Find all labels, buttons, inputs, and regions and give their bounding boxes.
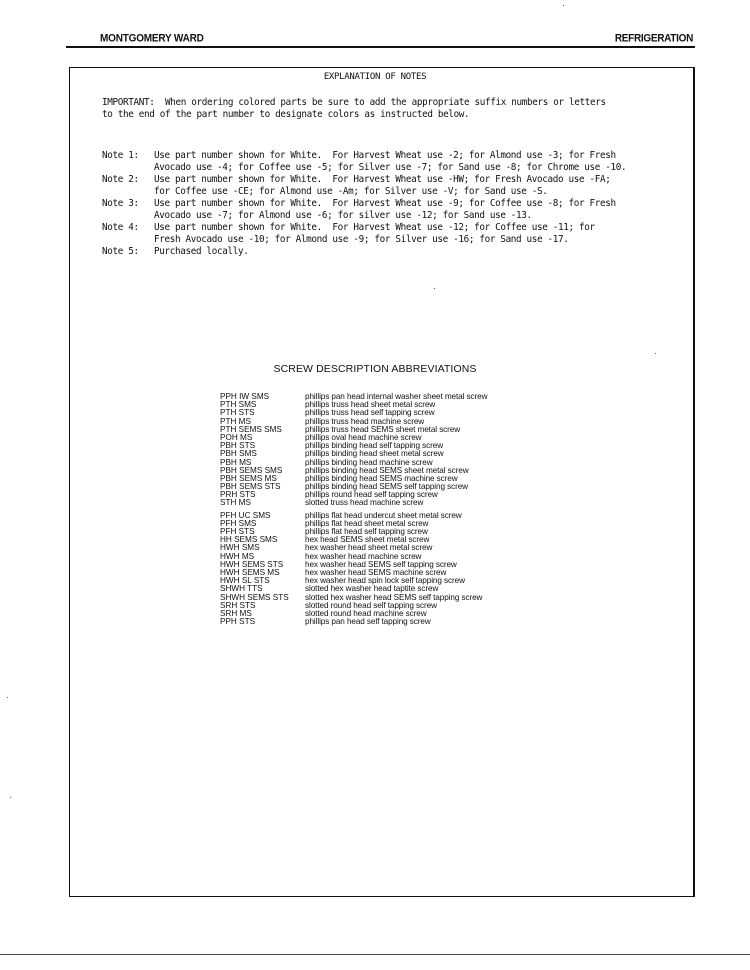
abbreviation-description: hex head SEMS sheet metal screw <box>305 535 430 545</box>
abbreviation-code: PRH STS <box>220 490 256 500</box>
abbreviation-code: PFH STS <box>220 527 255 536</box>
abbreviation-code: PBH SEMS MS <box>220 473 277 483</box>
note-text: Use part number shown for White. For Harvest Wheat use -HW; for Fresh Avocado use -FA; for Coffee use -CE; for Almond use -Am; for Silver use -V; for Sand use -S. <box>154 174 611 197</box>
abbreviation-code: HWH SEMS STS <box>220 559 284 569</box>
abbreviation-code: PBH MS <box>220 457 252 467</box>
abbreviation-description: slotted hex washer head taptite screw <box>305 584 439 594</box>
scan-speck <box>7 697 8 698</box>
scan-speck <box>655 353 656 354</box>
note-label: Note 5: <box>102 246 139 257</box>
abbreviation-code: PBH STS <box>220 441 256 451</box>
abbreviation-description: hex washer head SEMS self tapping screw <box>305 559 457 569</box>
abbreviation-description: phillips binding head sheet metal screw <box>305 449 444 459</box>
abbreviation-code: SRH STS <box>220 600 256 610</box>
abbreviation-row <box>220 499 487 507</box>
abbreviation-description: phillips binding head SEMS self tapping screw <box>305 482 468 492</box>
scan-speck <box>10 797 11 798</box>
abbreviation-code: PPH IW SMS <box>220 392 270 401</box>
abbreviation-description: hex washer head machine screw <box>305 551 422 561</box>
abbreviations-table <box>220 393 487 626</box>
note-text: Use part number shown for White. For Harvest Wheat use -12; for Coffee use -11; for Fresh Avocado use -10; for Almond use -9; for Silver use -16; for Sand use -17. <box>154 222 595 245</box>
abbreviation-code: HWH SMS <box>220 543 260 553</box>
note-label: Note 3: <box>102 198 139 209</box>
notes-list <box>102 150 702 258</box>
abbreviation-description: phillips truss head sheet metal screw <box>305 400 436 410</box>
abbreviation-description: slotted truss head machine screw <box>305 498 424 508</box>
note-3 <box>102 198 702 222</box>
abbreviation-description: hex washer head sheet metal screw <box>305 543 433 553</box>
notes-title: EXPLANATION OF NOTES <box>323 72 427 82</box>
abbreviations-title: SCREW DESCRIPTION ABBREVIATIONS <box>273 363 477 375</box>
abbreviation-code: POH MS <box>220 432 253 442</box>
note-label: Note 2: <box>102 174 139 185</box>
abbreviation-code: HWH SEMS MS <box>220 567 280 577</box>
important-paragraph: IMPORTANT: When ordering colored parts be sure to add the appropriate suffix numbers or letters to the end of the part number to designate colors as instructed below. <box>102 97 606 120</box>
abbreviation-code: PPH STS <box>220 617 256 627</box>
abbreviation-code: SRH MS <box>220 608 252 618</box>
abbreviation-description: slotted round head machine screw <box>305 608 427 618</box>
abbreviation-code: HWH SL STS <box>220 576 270 586</box>
abbreviation-description: phillips binding head SEMS machine screw <box>305 473 458 483</box>
abbreviation-code: PBH SEMS STS <box>220 482 281 492</box>
abbreviation-description: phillips oval head machine screw <box>305 432 422 442</box>
abbreviation-description: phillips truss head machine screw <box>305 416 425 426</box>
abbreviation-code: PBH SMS <box>220 449 257 459</box>
note-text: Use part number shown for White. For Harvest Wheat use -2; for Almond use -3; for Fresh Avocado use -4; for Coffee use -5; for Silver use -7; for Sand use -8; for Chrome use -10. <box>154 150 627 173</box>
abbreviation-code: PTH STS <box>220 408 255 418</box>
abbreviation-description: phillips flat head sheet metal screw <box>305 518 429 528</box>
abbreviation-description: phillips pan head self tapping screw <box>305 617 431 627</box>
header-left: MONTGOMERY WARD <box>100 32 204 45</box>
abbreviation-description: phillips binding head machine screw <box>305 457 433 467</box>
abbreviation-code: SHWH SEMS STS <box>220 592 289 602</box>
note-5 <box>102 246 702 258</box>
note-4 <box>102 222 702 246</box>
abbreviation-description: phillips round head self tapping screw <box>305 490 438 500</box>
abbreviation-code: PTH MS <box>220 416 251 426</box>
note-text: Purchased locally. <box>154 246 249 257</box>
abbreviation-code: HH SEMS SMS <box>220 535 278 545</box>
abbreviation-code: STH MS <box>220 498 251 508</box>
abbreviation-description: phillips pan head internal washer sheet metal screw <box>305 392 488 401</box>
header-rule <box>66 46 695 48</box>
abbreviation-code: PTH SEMS SMS <box>220 424 282 434</box>
footer-rule <box>0 954 750 955</box>
abbreviation-code: PFH SMS <box>220 518 257 528</box>
note-label: Note 1: <box>102 150 139 161</box>
abbreviation-code: HWH MS <box>220 551 255 561</box>
abbreviation-description: slotted hex washer head SEMS self tapping screw <box>305 592 483 602</box>
abbreviation-description: phillips flat head self tapping screw <box>305 527 428 536</box>
note-1 <box>102 150 702 174</box>
abbreviation-code: PFH UC SMS <box>220 510 271 520</box>
abbreviation-description: hex washer head spin lock self tapping screw <box>305 576 465 586</box>
abbreviation-description: phillips truss head self tapping screw <box>305 408 435 418</box>
abbreviation-row <box>220 618 487 626</box>
note-2 <box>102 174 702 198</box>
abbreviation-description: phillips binding head SEMS sheet metal screw <box>305 465 469 475</box>
note-text: Use part number shown for White. For Harvest Wheat use -9; for Coffee use -8; for Fresh Avocado use -7; for Almond use -6; for silver use -12; for Sand use -13. <box>154 198 616 221</box>
header-right: REFRIGERATION <box>614 32 693 45</box>
abbreviation-description: phillips flat head undercut sheet metal screw <box>305 510 462 520</box>
abbreviation-code: SHWH TTS <box>220 584 263 594</box>
scan-speck <box>434 288 435 289</box>
abbreviation-code: PBH SEMS SMS <box>220 465 283 475</box>
abbreviation-description: hex washer head SEMS machine screw <box>305 567 447 577</box>
abbreviation-description: phillips truss head SEMS sheet metal screw <box>305 424 461 434</box>
note-label: Note 4: <box>102 222 139 233</box>
abbreviation-code: PTH SMS <box>220 400 257 410</box>
abbreviation-description: slotted round head self tapping screw <box>305 600 437 610</box>
scan-speck <box>563 5 564 6</box>
abbreviation-description: phillips binding head self tapping screw <box>305 441 444 451</box>
